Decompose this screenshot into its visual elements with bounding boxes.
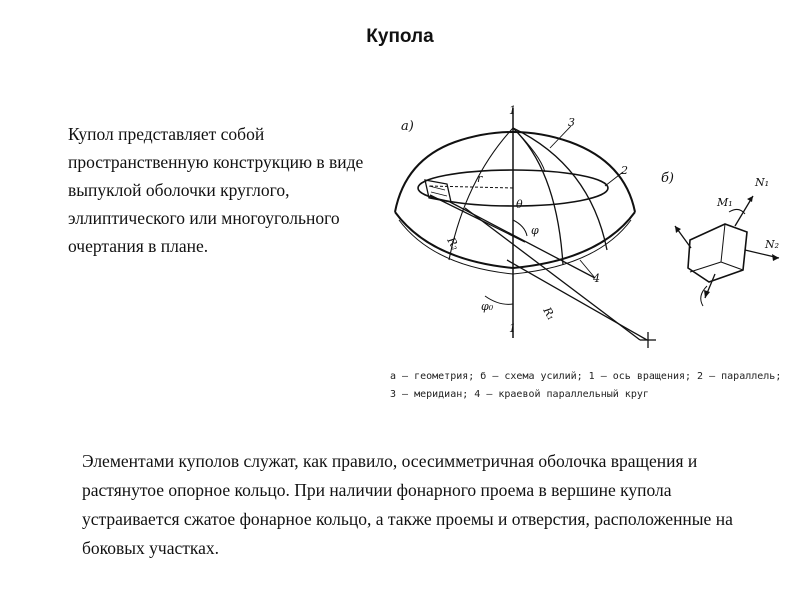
label-n2: N₂ — [765, 238, 780, 251]
label-m1: M₁ — [717, 196, 733, 209]
label-r1: R₁ — [540, 305, 559, 323]
dome-outline — [395, 132, 635, 212]
label-r2: R₂ — [444, 235, 463, 253]
label-b: б) — [661, 171, 675, 186]
number-3: 3 — [568, 116, 575, 129]
page-title: Купола — [366, 26, 434, 47]
dome-diagram — [385, 100, 790, 350]
label-n1: N₁ — [755, 176, 770, 189]
axis-number-top: 1 — [509, 104, 516, 117]
label-a: а) — [401, 119, 414, 134]
label-theta: θ — [516, 198, 523, 211]
meridian-line — [513, 128, 563, 265]
number-2: 2 — [621, 164, 628, 177]
number-4: 4 — [593, 272, 600, 285]
intro-paragraph: Купол представляет собой пространственную конструкцию в виде выпуклой оболочки круглого, эллиптического или многоугольного очертания в плане. — [68, 124, 364, 256]
label-phi: φ — [531, 224, 539, 237]
body-paragraph: Элементами куполов служат, как правило, осесимметричная оболочка вращения и растянутое опорное кольцо. При наличии фонарного проема в вершине купола устраивается сжатое фонарное кольцо, а также проемы и отверстия, расположенные на боковых участках. — [82, 451, 733, 558]
axis-number-bottom: 1 — [509, 322, 516, 335]
label-r: r — [477, 172, 483, 185]
label-phi0: φ₀ — [481, 300, 494, 313]
force-scheme — [675, 196, 779, 306]
figure-caption: а — геометрия; б — схема усилий; 1 — ось вращения; 2 — параллель; 3 — меридиан; 4 — краевой параллельный круг — [390, 371, 782, 400]
